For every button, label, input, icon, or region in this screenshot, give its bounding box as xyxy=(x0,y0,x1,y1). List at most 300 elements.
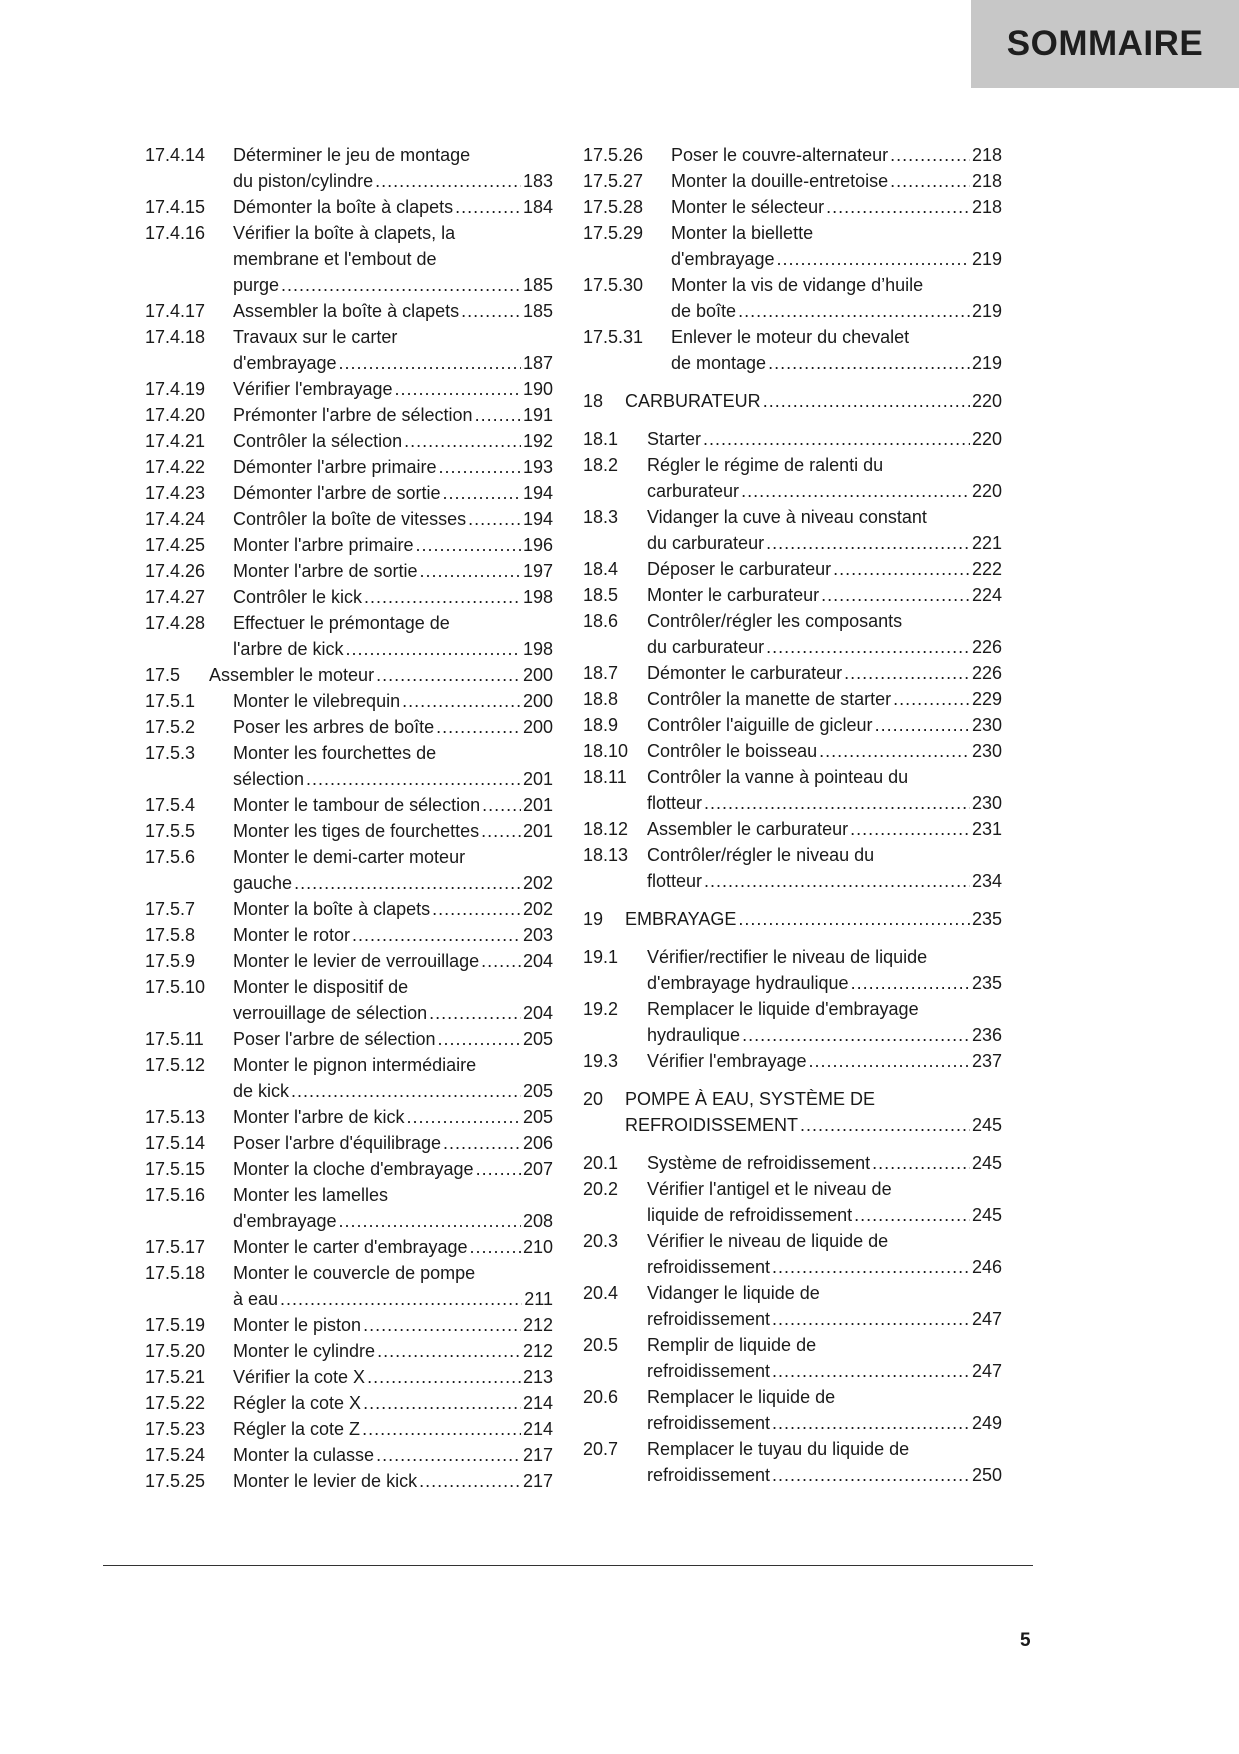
toc-entry-title-line: Monter l'arbre de sortie xyxy=(233,561,418,581)
dot-leader xyxy=(416,532,521,558)
toc-entry-page: 218 xyxy=(971,171,1002,191)
toc-entry-page: 197 xyxy=(522,561,553,581)
toc-entry-number: 18.5 xyxy=(583,585,619,605)
toc-entry[interactable] xyxy=(583,388,1002,414)
toc-entry-number: 17.4.22 xyxy=(145,457,206,477)
dot-leader xyxy=(890,142,970,168)
toc-entry-page: 218 xyxy=(971,145,1002,165)
toc-entry-title-line: refroidissement xyxy=(647,1361,771,1381)
toc-entry[interactable] xyxy=(583,324,1002,376)
toc-entry[interactable] xyxy=(583,1048,1002,1074)
toc-entry-title-line: de boîte xyxy=(671,301,737,321)
footer-divider xyxy=(103,1565,1033,1566)
toc-entry-title-line: Vérifier le niveau de liquide de xyxy=(647,1231,889,1251)
toc-entry-title-line: d'embrayage xyxy=(233,353,337,373)
toc-entry-title-line: d'embrayage xyxy=(671,249,775,269)
toc-entry[interactable] xyxy=(583,816,1002,842)
dot-leader xyxy=(367,1364,521,1390)
toc-entry-page: 213 xyxy=(522,1367,553,1387)
toc-entry-title-line: Enlever le moteur du chevalet xyxy=(671,327,910,347)
toc-entry-page: 245 xyxy=(971,1115,1002,1135)
toc-entry[interactable] xyxy=(145,506,553,532)
toc-entry-title-line: Démonter le carburateur xyxy=(647,663,843,683)
toc-entry-title-line: Contrôler le kick xyxy=(233,587,363,607)
toc-entry-number: 20.4 xyxy=(583,1283,619,1303)
toc-entry-page: 210 xyxy=(522,1237,553,1257)
toc-entry-page: 194 xyxy=(522,509,553,529)
toc-entry-number: 17.5.24 xyxy=(145,1445,206,1465)
toc-entry[interactable] xyxy=(583,1384,1002,1436)
toc-entry-page: 205 xyxy=(522,1029,553,1049)
dot-leader xyxy=(809,1048,970,1074)
toc-entry-title-line: d'embrayage hydraulique xyxy=(647,973,849,993)
toc-entry-title-line: Poser l'arbre d'équilibrage xyxy=(233,1133,441,1153)
toc-entry-number: 17.4.21 xyxy=(145,431,206,451)
toc-entry-page: 211 xyxy=(524,1289,553,1309)
dot-leader xyxy=(826,194,970,220)
toc-entry-title-line: Contrôler/régler les composants xyxy=(647,611,903,631)
toc-left-column xyxy=(145,142,553,1494)
toc-entry-page: 200 xyxy=(522,665,553,685)
dot-leader xyxy=(772,1462,970,1488)
dot-leader xyxy=(429,1000,521,1026)
toc-entry-number: 17.5.9 xyxy=(145,951,196,971)
dot-leader xyxy=(704,790,970,816)
toc-entry-page: 226 xyxy=(971,637,1002,657)
toc-entry[interactable] xyxy=(583,1150,1002,1176)
toc-entry-page: 205 xyxy=(522,1107,553,1127)
toc-entry-number: 17.5.19 xyxy=(145,1315,206,1335)
toc-entry-page: 202 xyxy=(522,873,553,893)
toc-entry-number: 17.5.3 xyxy=(145,743,196,763)
toc-entry[interactable] xyxy=(145,428,553,454)
toc-entry-title-line: du carburateur xyxy=(647,533,765,553)
toc-entry-number: 17.5.4 xyxy=(145,795,196,815)
toc-entry-page: 224 xyxy=(971,585,1002,605)
dot-leader xyxy=(738,298,970,324)
toc-entry-number: 17.5.28 xyxy=(583,197,644,217)
toc-entry-number: 19 xyxy=(583,909,604,929)
toc-entry[interactable] xyxy=(583,556,1002,582)
toc-entry-page: 193 xyxy=(522,457,553,477)
toc-entry[interactable] xyxy=(145,324,553,376)
toc-entry-title-line: refroidissement xyxy=(647,1465,771,1485)
toc-entry[interactable] xyxy=(583,608,1002,660)
toc-entry-page: 200 xyxy=(522,717,553,737)
toc-entry-number: 17.4.26 xyxy=(145,561,206,581)
toc-entry-page: 236 xyxy=(971,1025,1002,1045)
dot-leader xyxy=(475,402,521,428)
dot-leader xyxy=(362,1416,521,1442)
toc-entry[interactable] xyxy=(145,688,553,714)
toc-entry[interactable] xyxy=(583,1332,1002,1384)
toc-entry-title-line: REFROIDISSEMENT xyxy=(625,1115,799,1135)
toc-entry[interactable] xyxy=(145,1468,553,1494)
toc-entry-title-line: Vidanger le liquide de xyxy=(647,1283,820,1303)
toc-entry[interactable] xyxy=(583,712,1002,738)
toc-entry[interactable] xyxy=(583,1280,1002,1332)
toc-entry-page: 184 xyxy=(522,197,553,217)
toc-entry-title-line: Remplacer le liquide de xyxy=(647,1387,836,1407)
toc-entry-number: 17.5.27 xyxy=(583,171,644,191)
dot-leader xyxy=(768,350,970,376)
toc-entry[interactable] xyxy=(583,842,1002,894)
toc-entry[interactable] xyxy=(145,662,553,688)
toc-entry-number: 17.5.23 xyxy=(145,1419,206,1439)
toc-entry-number: 17.4.27 xyxy=(145,587,206,607)
toc-entry[interactable] xyxy=(145,532,553,558)
toc-entry-page: 217 xyxy=(522,1471,553,1491)
toc-entry-title-line: Système de refroidissement xyxy=(647,1153,871,1173)
toc-entry-number: 18.8 xyxy=(583,689,619,709)
dot-leader xyxy=(742,1022,970,1048)
toc-entry-title-line: Monter la biellette xyxy=(671,223,814,243)
toc-entry-title-line: Monter les lamelles xyxy=(233,1185,389,1205)
dot-leader xyxy=(893,686,970,712)
toc-entry-page: 202 xyxy=(522,899,553,919)
toc-entry-title-line: Monter l'arbre primaire xyxy=(233,535,414,555)
toc-entry-page: 245 xyxy=(971,1153,1002,1173)
toc-entry[interactable] xyxy=(145,896,553,922)
toc-entry-title-line: hydraulique xyxy=(647,1025,741,1045)
toc-entry-number: 20.5 xyxy=(583,1335,619,1355)
toc-entry[interactable] xyxy=(583,996,1002,1048)
toc-entry-page: 214 xyxy=(522,1419,553,1439)
toc-entry-title-line: Contrôler/régler le niveau du xyxy=(647,845,875,865)
toc-entry-title-line: Régler le régime de ralenti du xyxy=(647,455,884,475)
toc-entry-title-line: Monter les tiges de fourchettes xyxy=(233,821,480,841)
toc-entry-number: 18.1 xyxy=(583,429,619,449)
dot-leader xyxy=(339,350,521,376)
toc-entry-page: 230 xyxy=(971,715,1002,735)
toc-entry[interactable] xyxy=(145,584,553,610)
toc-entry-page: 230 xyxy=(971,741,1002,761)
toc-entry[interactable] xyxy=(145,558,553,584)
toc-entry-title-line: gauche xyxy=(233,873,293,893)
toc-entry-number: 17.5.13 xyxy=(145,1107,206,1127)
toc-entry[interactable] xyxy=(145,610,553,662)
toc-entry-title-line: Monter le levier de kick xyxy=(233,1471,418,1491)
toc-entry-number: 17.5.17 xyxy=(145,1237,206,1257)
toc-entry[interactable] xyxy=(583,1176,1002,1228)
toc-entry-title-line: Travaux sur le carter xyxy=(233,327,398,347)
page-number: 5 xyxy=(1020,1630,1031,1651)
toc-entry-page: 212 xyxy=(522,1315,553,1335)
toc-entry-page: 231 xyxy=(971,819,1002,839)
toc-entry[interactable] xyxy=(583,452,1002,504)
toc-entry-page: 190 xyxy=(522,379,553,399)
toc-entry[interactable] xyxy=(583,1086,1002,1138)
toc-entry-number: 20.7 xyxy=(583,1439,619,1459)
toc-entry-number: 18.9 xyxy=(583,715,619,735)
dot-leader xyxy=(766,530,970,556)
dot-leader xyxy=(777,246,970,272)
toc-entry-number: 19.3 xyxy=(583,1051,619,1071)
toc-entry-title-line: flotteur xyxy=(647,793,703,813)
toc-entry[interactable] xyxy=(583,1228,1002,1280)
toc-entry-page: 235 xyxy=(971,909,1002,929)
toc-entry[interactable] xyxy=(583,272,1002,324)
toc-entry-title-line: Vidanger la cuve à niveau constant xyxy=(647,507,927,527)
toc-entry[interactable] xyxy=(583,944,1002,996)
toc-entry-page: 235 xyxy=(971,973,1002,993)
toc-entry-title-line: Monter le couvercle de pompe xyxy=(233,1263,476,1283)
toc-entry[interactable] xyxy=(583,686,1002,712)
toc-entry-number: 17.4.20 xyxy=(145,405,206,425)
toc-entry-title-line: verrouillage de sélection xyxy=(233,1003,428,1023)
toc-entry[interactable] xyxy=(145,714,553,740)
toc-entry[interactable] xyxy=(583,906,1002,932)
toc-entry-title-line: de montage xyxy=(671,353,767,373)
toc-entry-title-line: Monter la vis de vidange d’huile xyxy=(671,275,924,295)
toc-entry-title-line: Monter le piston xyxy=(233,1315,362,1335)
dot-leader xyxy=(407,1104,521,1130)
toc-entry-title-line: Remplir de liquide de xyxy=(647,1335,817,1355)
toc-entry[interactable] xyxy=(145,974,553,1026)
dot-leader xyxy=(438,1026,521,1052)
toc-entry-page: 250 xyxy=(971,1465,1002,1485)
toc-entry-number: 18.3 xyxy=(583,507,619,527)
toc-entry-page: 196 xyxy=(522,535,553,555)
dot-leader xyxy=(741,478,970,504)
toc-entry-title-line: Monter les fourchettes de xyxy=(233,743,437,763)
dot-leader xyxy=(844,660,970,686)
dot-leader xyxy=(766,634,970,660)
toc-entry-title-line: Vérifier la boîte à clapets, la xyxy=(233,223,456,243)
dot-leader xyxy=(375,168,521,194)
toc-entry[interactable] xyxy=(145,1364,553,1390)
toc-entry-title-line: Remplacer le liquide d'embrayage xyxy=(647,999,919,1019)
toc-entry-page: 187 xyxy=(522,353,553,373)
toc-entry[interactable] xyxy=(583,142,1002,168)
toc-entry-number: 17.5.1 xyxy=(145,691,196,711)
dot-leader xyxy=(461,298,521,324)
toc-entry-number: 17.5.5 xyxy=(145,821,196,841)
dot-leader xyxy=(404,428,521,454)
toc-entry-title-line: refroidissement xyxy=(647,1257,771,1277)
toc-entry[interactable] xyxy=(145,194,553,220)
toc-entry-title-line: Poser les arbres de boîte xyxy=(233,717,435,737)
toc-entry-page: 204 xyxy=(522,1003,553,1023)
toc-entry-title-line: Régler la cote Z xyxy=(233,1419,361,1439)
toc-entry[interactable] xyxy=(145,298,553,324)
dot-leader xyxy=(443,480,521,506)
toc-entry-page: 222 xyxy=(971,559,1002,579)
toc-entry[interactable] xyxy=(145,1312,553,1338)
toc-entry-number: 17.5.21 xyxy=(145,1367,206,1387)
toc-entry-number: 17.5.10 xyxy=(145,977,206,997)
toc-entry-title-line: Démonter la boîte à clapets xyxy=(233,197,454,217)
toc-entry[interactable] xyxy=(145,1416,553,1442)
toc-entry[interactable] xyxy=(583,738,1002,764)
dot-leader xyxy=(819,738,970,764)
dot-leader xyxy=(395,376,521,402)
toc-entry-number: 20.1 xyxy=(583,1153,619,1173)
dot-leader xyxy=(436,714,521,740)
toc-entry[interactable] xyxy=(145,376,553,402)
toc-entry-page: 220 xyxy=(971,391,1002,411)
toc-entry[interactable] xyxy=(145,1026,553,1052)
toc-entry-number: 17.4.16 xyxy=(145,223,206,243)
toc-entry[interactable] xyxy=(145,1338,553,1364)
toc-entry[interactable] xyxy=(145,454,553,480)
toc-entry-title-line: Poser l'arbre de sélection xyxy=(233,1029,436,1049)
toc-entry[interactable] xyxy=(145,1052,553,1104)
toc-entry-number: 18.7 xyxy=(583,663,619,683)
dot-leader xyxy=(851,970,970,996)
toc-entry[interactable] xyxy=(145,818,553,844)
toc-entry-page: 220 xyxy=(971,481,1002,501)
toc-entry[interactable] xyxy=(145,480,553,506)
toc-entry-number: 20 xyxy=(583,1089,604,1109)
toc-entry[interactable] xyxy=(583,660,1002,686)
toc-entry-page: 246 xyxy=(971,1257,1002,1277)
toc-entry-title-line: à eau xyxy=(233,1289,279,1309)
toc-entry-title-line: Starter xyxy=(647,429,702,449)
toc-entry-title-line: Monter le dispositif de xyxy=(233,977,409,997)
toc-entry-number: 18.10 xyxy=(583,741,629,761)
toc-entry-number: 18.4 xyxy=(583,559,619,579)
toc-entry-number: 17.5.12 xyxy=(145,1055,206,1075)
toc-right-column xyxy=(583,142,1002,1488)
toc-entry-number: 17.5.14 xyxy=(145,1133,206,1153)
toc-entry-number: 17.5.2 xyxy=(145,717,196,737)
toc-entry[interactable] xyxy=(145,1182,553,1234)
toc-entry[interactable] xyxy=(145,1104,553,1130)
toc-entry-number: 17.5.29 xyxy=(583,223,644,243)
toc-entry-title-line: refroidissement xyxy=(647,1309,771,1329)
toc-entry[interactable] xyxy=(583,504,1002,556)
toc-entry[interactable] xyxy=(145,220,553,298)
dot-leader xyxy=(772,1306,970,1332)
toc-entry-page: 204 xyxy=(522,951,553,971)
toc-entry[interactable] xyxy=(145,402,553,428)
dot-leader xyxy=(468,506,521,532)
toc-entry[interactable] xyxy=(583,764,1002,816)
dot-leader xyxy=(482,792,521,818)
toc-entry-title-line: Démonter l'arbre de sortie xyxy=(233,483,441,503)
dot-leader xyxy=(455,194,521,220)
toc-entry-page: 183 xyxy=(522,171,553,191)
toc-entry[interactable] xyxy=(145,792,553,818)
toc-entry-page: 185 xyxy=(522,301,553,321)
toc-entry-number: 18.13 xyxy=(583,845,629,865)
toc-entry-title-line: Déterminer le jeu de montage xyxy=(233,145,471,165)
toc-entry-page: 212 xyxy=(522,1341,553,1361)
dot-leader xyxy=(872,1150,970,1176)
dot-leader xyxy=(345,636,520,662)
toc-entry-title-line: Déposer le carburateur xyxy=(647,559,832,579)
toc-entry[interactable] xyxy=(145,740,553,792)
toc-entry-page: 198 xyxy=(522,639,553,659)
dot-leader xyxy=(800,1112,970,1138)
toc-entry-number: 17.4.15 xyxy=(145,197,206,217)
toc-entry-number: 20.2 xyxy=(583,1179,619,1199)
toc-entry[interactable] xyxy=(145,1234,553,1260)
toc-entry[interactable] xyxy=(145,844,553,896)
toc-entry-title-line: du piston/cylindre xyxy=(233,171,374,191)
toc-entry-page: 198 xyxy=(522,587,553,607)
toc-entry-title-line: Monter le cylindre xyxy=(233,1341,376,1361)
toc-entry[interactable] xyxy=(145,1260,553,1312)
toc-entry-title-line: du carburateur xyxy=(647,637,765,657)
dot-leader xyxy=(419,1468,521,1494)
toc-entry-title-line: POMPE À EAU, SYSTÈME DE xyxy=(625,1089,876,1109)
toc-entry[interactable] xyxy=(145,1156,553,1182)
toc-entry-title-line: membrane et l'embout de xyxy=(233,249,437,269)
dot-leader xyxy=(772,1410,970,1436)
toc-entry-title-line: Remplacer le tuyau du liquide de xyxy=(647,1439,910,1459)
toc-entry[interactable] xyxy=(145,948,553,974)
dot-leader xyxy=(280,1286,522,1312)
dot-leader xyxy=(306,766,521,792)
toc-entry-number: 18.11 xyxy=(583,767,627,787)
toc-entry[interactable] xyxy=(145,1130,553,1156)
toc-entry[interactable] xyxy=(583,1436,1002,1488)
toc-entry-number: 20.3 xyxy=(583,1231,619,1251)
toc-entry-title-line: Vérifier l'antigel et le niveau de xyxy=(647,1179,892,1199)
toc-entry-title-line: Monter l'arbre de kick xyxy=(233,1107,405,1127)
toc-entry-page: 245 xyxy=(971,1205,1002,1225)
dot-leader xyxy=(339,1208,521,1234)
toc-entry[interactable] xyxy=(145,1390,553,1416)
toc-entry-title-line: Contrôler l'aiguille de gicleur xyxy=(647,715,873,735)
toc-entry-page: 192 xyxy=(522,431,553,451)
toc-entry-page: 247 xyxy=(971,1361,1002,1381)
dot-leader xyxy=(364,584,521,610)
toc-entry-page: 219 xyxy=(971,353,1002,373)
toc-entry-number: 17.4.24 xyxy=(145,509,206,529)
dot-leader xyxy=(772,1358,970,1384)
toc-entry-page: 201 xyxy=(522,795,553,815)
toc-entry-page: 237 xyxy=(971,1051,1002,1071)
toc-entry-title-line: Démonter l'arbre primaire xyxy=(233,457,437,477)
dot-leader xyxy=(703,426,970,452)
toc-entry-title-line: de kick xyxy=(233,1081,290,1101)
toc-entry-title-line: Monter le sélecteur xyxy=(671,197,825,217)
toc-entry-title-line: Monter la culasse xyxy=(233,1445,375,1465)
toc-entry-number: 17.5.18 xyxy=(145,1263,206,1283)
toc-entry-number: 18.6 xyxy=(583,611,619,631)
dot-leader xyxy=(363,1312,521,1338)
dot-leader xyxy=(850,816,970,842)
toc-entry[interactable] xyxy=(583,582,1002,608)
toc-entry-title-line: Contrôler la manette de starter xyxy=(647,689,892,709)
toc-entry[interactable] xyxy=(145,1442,553,1468)
toc-entry-number: 17.5.20 xyxy=(145,1341,206,1361)
toc-entry[interactable] xyxy=(145,142,553,194)
toc-entry-number: 17.4.23 xyxy=(145,483,206,503)
toc-entry[interactable] xyxy=(583,168,1002,194)
toc-entry[interactable] xyxy=(583,220,1002,272)
toc-entry-title-line: Monter la boîte à clapets xyxy=(233,899,431,919)
toc-entry-page: 191 xyxy=(522,405,553,425)
toc-entry-page: 207 xyxy=(522,1159,553,1179)
dot-leader xyxy=(352,922,521,948)
toc-entry-page: 185 xyxy=(522,275,553,295)
dot-leader xyxy=(470,1234,521,1260)
toc-entry-page: 230 xyxy=(971,793,1002,813)
toc-entry-number: 17.4.19 xyxy=(145,379,206,399)
dot-leader xyxy=(439,454,521,480)
toc-entry-title-line: Assembler le carburateur xyxy=(647,819,849,839)
dot-leader xyxy=(763,388,970,414)
toc-entry[interactable] xyxy=(583,426,1002,452)
toc-entry-title-line: Vérifier l'embrayage xyxy=(233,379,393,399)
toc-entry[interactable] xyxy=(583,194,1002,220)
toc-entry[interactable] xyxy=(145,922,553,948)
dot-leader xyxy=(875,712,970,738)
